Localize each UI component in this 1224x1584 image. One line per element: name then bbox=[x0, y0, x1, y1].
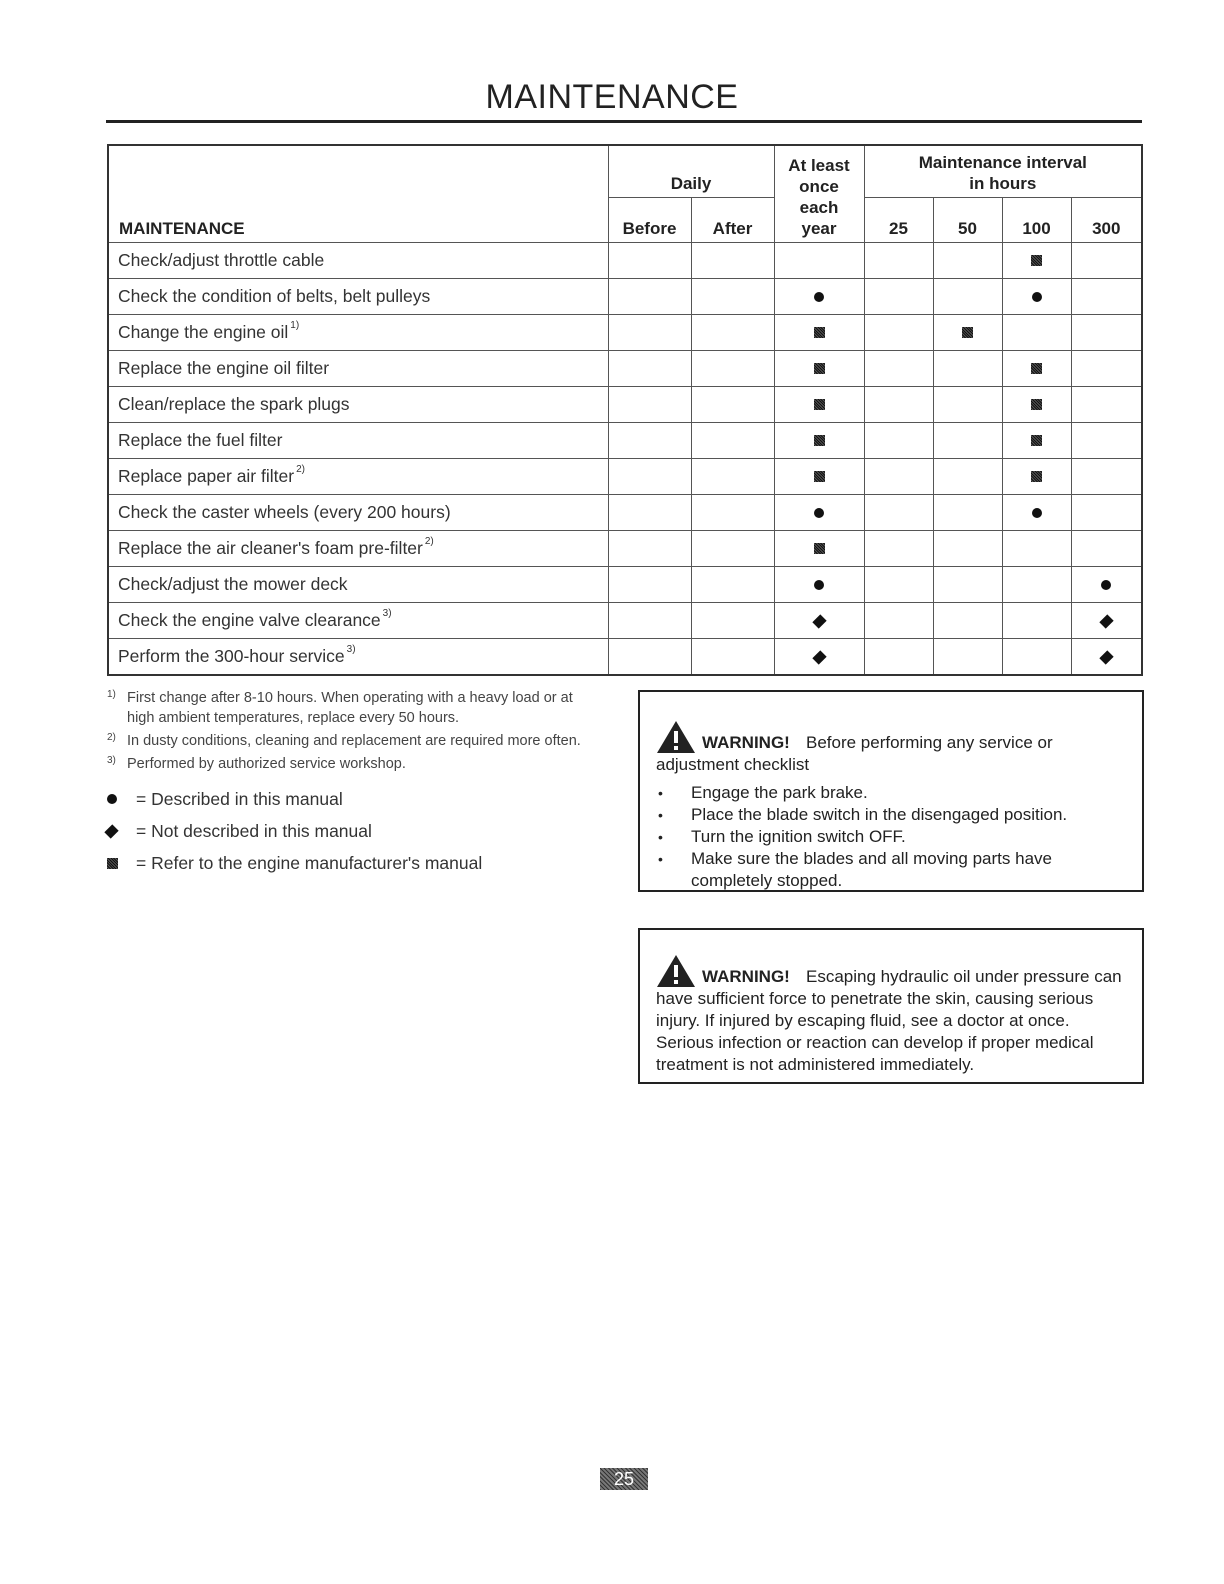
schedule-cell bbox=[608, 279, 691, 315]
before-column-header: Before bbox=[608, 198, 691, 243]
schedule-cell bbox=[864, 351, 933, 387]
square-icon bbox=[107, 858, 118, 869]
task-cell: Replace the engine oil filter bbox=[108, 351, 608, 387]
warning-intro-text: Before performing any service or adjustment checklist bbox=[656, 733, 1053, 774]
schedule-cell bbox=[933, 387, 1002, 423]
list-item: • Turn the ignition switch OFF. bbox=[656, 826, 1128, 848]
schedule-cell bbox=[933, 459, 1002, 495]
schedule-cell bbox=[774, 495, 864, 531]
schedule-cell bbox=[608, 603, 691, 639]
legend-diamond: = Not described in this manual bbox=[107, 815, 602, 847]
schedule-cell bbox=[691, 243, 774, 279]
footnotes bbox=[107, 688, 602, 879]
schedule-cell bbox=[774, 387, 864, 423]
schedule-cell bbox=[774, 279, 864, 315]
schedule-cell bbox=[608, 495, 691, 531]
task-cell: Check the condition of belts, belt pulleys bbox=[108, 279, 608, 315]
schedule-cell bbox=[1071, 243, 1142, 279]
task-cell: Replace paper air filter $^{2)}$ bbox=[108, 459, 608, 495]
schedule-cell bbox=[864, 279, 933, 315]
warning-triangle-icon bbox=[656, 954, 696, 988]
schedule-cell bbox=[933, 243, 1002, 279]
task-cell: Check the engine valve clearance $^{3)}$ bbox=[108, 603, 608, 639]
table-row bbox=[108, 459, 1142, 495]
footnote-3: 3) Performed by authorized service workshop. bbox=[107, 755, 406, 772]
task-cell: Change the engine oil $^{1)}$ bbox=[108, 315, 608, 351]
schedule-cell bbox=[933, 351, 1002, 387]
daily-group-header: Daily bbox=[608, 145, 774, 198]
task-cell: Check/adjust the mower deck bbox=[108, 567, 608, 603]
footnote-1: 1) First change after 8-10 hours. When operating with a heavy load or at high ambient temperatures, replace every 50 hours. bbox=[107, 689, 573, 726]
square-icon bbox=[814, 471, 825, 482]
schedule-cell bbox=[1071, 495, 1142, 531]
schedule-cell bbox=[691, 603, 774, 639]
dot-icon bbox=[1101, 580, 1111, 590]
schedule-cell bbox=[933, 567, 1002, 603]
schedule-cell bbox=[1071, 351, 1142, 387]
square-icon bbox=[1031, 399, 1042, 410]
warning-intro: WARNING! bbox=[656, 720, 1128, 754]
interval-group-header: Maintenance interval in hours bbox=[864, 145, 1142, 198]
after-column-header: After bbox=[691, 198, 774, 243]
table-row bbox=[108, 279, 1142, 315]
schedule-cell bbox=[774, 351, 864, 387]
schedule-cell bbox=[933, 315, 1002, 351]
title-rule bbox=[106, 120, 1142, 123]
schedule-cell bbox=[1002, 567, 1071, 603]
schedule-cell bbox=[1002, 459, 1071, 495]
task-cell: Clean/replace the spark plugs bbox=[108, 387, 608, 423]
schedule-cell bbox=[1071, 279, 1142, 315]
schedule-cell bbox=[1071, 423, 1142, 459]
schedule-cell bbox=[1002, 423, 1071, 459]
page-title: MAINTENANCE bbox=[485, 78, 739, 116]
square-icon bbox=[814, 363, 825, 374]
schedule-cell bbox=[774, 243, 864, 279]
schedule-cell bbox=[691, 495, 774, 531]
diamond-icon bbox=[812, 614, 826, 628]
schedule-cell bbox=[774, 639, 864, 676]
legend-dot: = Described in this manual bbox=[107, 783, 602, 815]
diamond-icon bbox=[1099, 650, 1113, 664]
list-item: • Engage the park brake. bbox=[656, 782, 1128, 804]
warning-triangle-icon bbox=[656, 720, 696, 754]
schedule-cell bbox=[1071, 315, 1142, 351]
schedule-cell bbox=[774, 531, 864, 567]
schedule-cell bbox=[691, 567, 774, 603]
table-row bbox=[108, 531, 1142, 567]
schedule-cell bbox=[1002, 495, 1071, 531]
task-cell: Perform the 300-hour service $^{3)}$ bbox=[108, 639, 608, 676]
schedule-cell bbox=[933, 279, 1002, 315]
schedule-cell bbox=[864, 603, 933, 639]
schedule-cell bbox=[864, 315, 933, 351]
hours-50-header: 50 bbox=[933, 198, 1002, 243]
warning-checklist bbox=[656, 782, 1128, 892]
schedule-cell bbox=[864, 243, 933, 279]
table-row bbox=[108, 351, 1142, 387]
schedule-cell bbox=[1071, 567, 1142, 603]
schedule-cell bbox=[1002, 315, 1071, 351]
schedule-cell bbox=[774, 423, 864, 459]
schedule-cell bbox=[1071, 387, 1142, 423]
schedule-cell bbox=[1002, 351, 1071, 387]
warning-checklist-box bbox=[638, 690, 1144, 892]
hours-100-header: 100 bbox=[1002, 198, 1071, 243]
schedule-cell bbox=[864, 423, 933, 459]
schedule-cell bbox=[1071, 531, 1142, 567]
diamond-icon bbox=[1099, 614, 1113, 628]
schedule-cell bbox=[774, 567, 864, 603]
warning-hydraulic-box bbox=[638, 928, 1144, 1084]
schedule-cell bbox=[933, 531, 1002, 567]
dot-icon bbox=[107, 794, 117, 804]
dot-icon bbox=[814, 508, 824, 518]
square-icon bbox=[814, 435, 825, 446]
square-icon bbox=[1031, 255, 1042, 266]
schedule-cell bbox=[1002, 279, 1071, 315]
schedule-cell bbox=[1002, 531, 1071, 567]
square-icon bbox=[814, 399, 825, 410]
schedule-cell bbox=[864, 495, 933, 531]
schedule-cell bbox=[691, 639, 774, 676]
task-cell: Replace the air cleaner's foam pre-filter $^{2)}$ bbox=[108, 531, 608, 567]
table-row bbox=[108, 495, 1142, 531]
schedule-cell bbox=[774, 459, 864, 495]
schedule-cell bbox=[774, 603, 864, 639]
schedule-cell bbox=[933, 495, 1002, 531]
schedule-cell bbox=[608, 387, 691, 423]
schedule-cell bbox=[691, 531, 774, 567]
table-row bbox=[108, 567, 1142, 603]
square-icon bbox=[814, 543, 825, 554]
schedule-cell bbox=[864, 531, 933, 567]
table-row bbox=[108, 639, 1142, 676]
task-cell: Replace the fuel filter bbox=[108, 423, 608, 459]
schedule-cell bbox=[933, 639, 1002, 676]
schedule-cell bbox=[864, 387, 933, 423]
task-cell: Check the caster wheels (every 200 hours) bbox=[108, 495, 608, 531]
list-item: • Make sure the blades and all moving parts have completely stopped. bbox=[656, 848, 1128, 892]
dot-icon bbox=[1032, 508, 1042, 518]
schedule-cell bbox=[864, 567, 933, 603]
square-icon bbox=[962, 327, 973, 338]
page-number: 25 bbox=[600, 1468, 648, 1490]
square-icon bbox=[1031, 471, 1042, 482]
schedule-cell bbox=[1002, 243, 1071, 279]
hours-300-header: 300 bbox=[1071, 198, 1142, 243]
schedule-cell bbox=[1002, 603, 1071, 639]
table-row bbox=[108, 315, 1142, 351]
schedule-cell bbox=[1002, 639, 1071, 676]
schedule-cell bbox=[608, 423, 691, 459]
schedule-cell bbox=[1002, 387, 1071, 423]
schedule-cell bbox=[691, 459, 774, 495]
dot-icon bbox=[814, 580, 824, 590]
task-cell: Check/adjust throttle cable bbox=[108, 243, 608, 279]
schedule-cell bbox=[691, 387, 774, 423]
schedule-cell bbox=[933, 423, 1002, 459]
schedule-cell bbox=[608, 567, 691, 603]
dot-icon bbox=[1032, 292, 1042, 302]
diamond-icon bbox=[812, 650, 826, 664]
square-icon bbox=[1031, 363, 1042, 374]
maintenance-column-header: MAINTENANCE bbox=[108, 145, 608, 243]
maintenance-schedule-table bbox=[107, 144, 1143, 676]
schedule-cell bbox=[608, 315, 691, 351]
square-icon bbox=[814, 327, 825, 338]
schedule-cell bbox=[1071, 459, 1142, 495]
table-row bbox=[108, 423, 1142, 459]
schedule-cell bbox=[691, 423, 774, 459]
square-icon bbox=[1031, 435, 1042, 446]
schedule-cell bbox=[608, 531, 691, 567]
schedule-cell bbox=[864, 639, 933, 676]
schedule-cell bbox=[1071, 639, 1142, 676]
schedule-cell bbox=[608, 639, 691, 676]
schedule-cell bbox=[691, 351, 774, 387]
hours-25-header: 25 bbox=[864, 198, 933, 243]
schedule-cell bbox=[774, 315, 864, 351]
schedule-cell bbox=[933, 603, 1002, 639]
footnote-2: 2) In dusty conditions, cleaning and replacement are required more often. bbox=[107, 732, 581, 749]
schedule-cell bbox=[691, 315, 774, 351]
warning-label: WARNING! bbox=[702, 967, 790, 986]
schedule-cell bbox=[608, 243, 691, 279]
schedule-cell bbox=[691, 279, 774, 315]
schedule-cell bbox=[1071, 603, 1142, 639]
table-row bbox=[108, 387, 1142, 423]
diamond-icon bbox=[104, 824, 118, 838]
schedule-cell bbox=[608, 351, 691, 387]
yearly-column-header: At least once each year bbox=[774, 145, 864, 243]
list-item: • Place the blade switch in the disengaged position. bbox=[656, 804, 1128, 826]
dot-icon bbox=[814, 292, 824, 302]
schedule-cell bbox=[608, 459, 691, 495]
warning-hydraulic-text: Escaping hydraulic oil under pressure can have sufficient force to penetrate the skin, causing serious injury. If injured by escaping fluid, see a doctor at once. Serious infection or reaction can develop if proper medical treatment is not administered immediately. bbox=[656, 967, 1122, 1074]
legend-square: = Refer to the engine manufacturer's manual bbox=[107, 847, 602, 879]
table-row bbox=[108, 603, 1142, 639]
table-row bbox=[108, 243, 1142, 279]
schedule-cell bbox=[864, 459, 933, 495]
